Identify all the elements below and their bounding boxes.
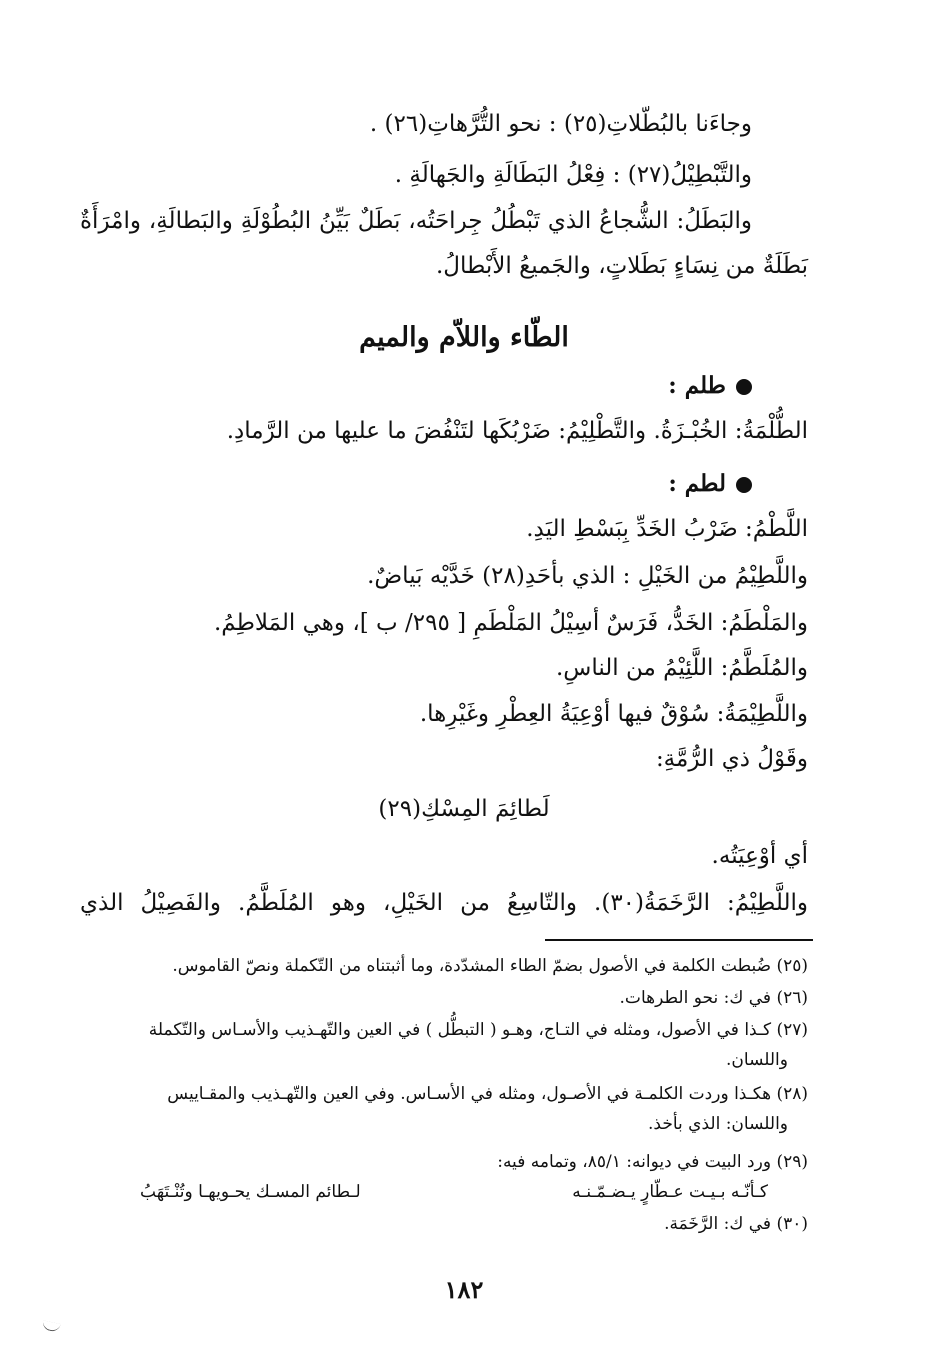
text-line-3 [80, 201, 752, 241]
entry-latam-line-6: وقَوْلُ ذي الرُّمَّةِ: [655, 746, 808, 772]
bullet-icon [736, 379, 752, 395]
entry-latam-line-1: اللَّطْمُ: ضَرْبُ الخَدِّ بِبَسْطِ اليَدِ. [526, 516, 808, 542]
footnote-29: (٢٩) ورد البيت في ديوانه: ٨٥/١، وتمامه فيه: [497, 1152, 808, 1172]
footnote-28: (٢٨) هكـذا وردت الكلمـة في الأصـول، ومثله في الأسـاس. وفي العين والتّهـذيب والمقـاييس [167, 1084, 808, 1104]
text-line-3-content: والبَطَلُ: الشُّجاعُ الذي تَبْطُلُ جِراحَتُه، بَطَلٌ بَيِّنُ البُطُوْلَةِ والبَطالَةِ، وامْرَأَةٌ [80, 208, 752, 234]
verse-first-hemistich: كـأنّـه بـيـت عـطّارٍ يـضـمّـنـه [572, 1182, 768, 1202]
verse-second-hemistich: لـطائم المسـك يحـويهـا وتُنْـتَهَبُ [140, 1182, 361, 1202]
entry-latam-after-1: أي أوْعِيَتُه. [711, 843, 808, 869]
scan-mark [41, 1320, 60, 1333]
entry-talam-line: الطُّلْمَةُ: الخُبْـزَةُ. والتَّطْلِيْمُ: ضَرْبُكَها لتَنْفُضَ ما عليها من الرَّمادِ. [226, 418, 808, 444]
entry-heading-latam [668, 464, 752, 504]
entry-latam-line-5: واللَّطِيْمَةُ: سُوْقٌ فيها أوْعِيَةُ العِطْرِ وغَيْرِها. [419, 701, 808, 727]
entry-latam-line-3: والمَلْطَمُ: الخَدُّ، فَرَسٌ أسِيْلُ المَلْطَمِ [ ٢٩٥/ ب ]، وهي المَلاطِمُ. [213, 610, 808, 636]
text-line-2: والتَّبْطِيْلُ(٢٧) : فِعْلُ البَطَالَةِ والجَهالَةِ . [394, 162, 752, 188]
footnote-25: (٢٥) ضُبطت الكلمة في الأصول بضمّ الطاء المشدّدة، وما أثبتناه من التّكملة ونصّ القاموس. [172, 956, 808, 976]
entry-latam-line-4: والمُلَطَّمُ: اللَّئِيْمُ من الناسِ. [555, 655, 808, 681]
entry-heading-talam-label: طلم : [668, 372, 726, 399]
footnote-29-verse [140, 1179, 768, 1206]
footnote-divider [545, 939, 813, 941]
entry-heading-talam [668, 366, 752, 406]
footnote-27: (٢٧) كـذا في الأصول، ومثله في التـاج، وهـو ( التبطُّل ) في العين والتّهـذيب والأسـاس والتّكملة [148, 1020, 808, 1040]
footnote-26: (٢٦) في ك: نحو الطرهات. [619, 988, 808, 1008]
entry-latam-after-2 [80, 883, 808, 923]
entry-latam-line-2: واللَّطِيْمُ من الخَيْلِ : الذي بأحَدِ(٢٨) خَدَّيْه بَياضٌ. [367, 563, 808, 589]
quoted-verse: لَطائِمَ المِسْكِ(٢٩) [378, 796, 550, 822]
bullet-icon [736, 477, 752, 493]
footnote-30: (٣٠) في ك: الرَّخَمَة. [664, 1214, 808, 1234]
footnote-28-cont: واللسان: الذي بأخذ. [648, 1114, 788, 1134]
text-line-1: وجاءَنا بالبُطّلاتِ(٢٥) : نحو التُّرَّهاتِ(٢٦) . [369, 111, 752, 137]
footnote-27-cont: واللسان. [726, 1050, 788, 1070]
section-heading: الطّاء واللاّم والميم [359, 322, 569, 353]
entry-latam-after-2-content: واللَّطِيْمُ: الرَّخَمَةُ(٣٠). والتّاسِعُ من الخَيْلِ، وهو المُلَطَّمُ. والفَصِيْلُ الذي [80, 890, 808, 916]
page-number: ١٨٢ [444, 1275, 484, 1304]
entry-heading-latam-label: لطم : [668, 470, 726, 497]
text-line-4: بَطَلَةٌ من نِسَاءٍ بَطَلاتٍ، والجَميعُ الأَبْطالُ. [435, 253, 808, 279]
